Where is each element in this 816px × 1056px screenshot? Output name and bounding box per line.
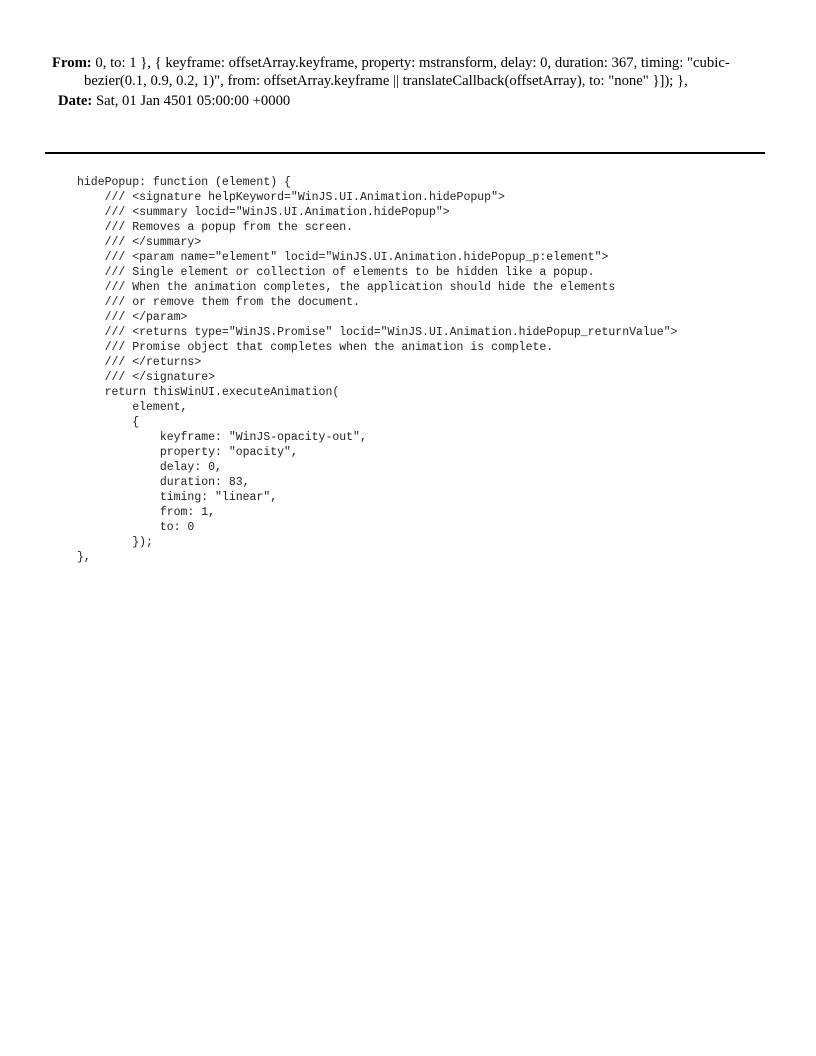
code-line: /// Removes a popup from the screen. [77, 221, 354, 234]
code-line: }); [77, 536, 153, 549]
code-line: /// Single element or collection of elements to be hidden like a popup. [77, 266, 595, 279]
code-line: /// </signature> [77, 371, 216, 384]
code-line: /// When the animation completes, the application should hide the elements [77, 281, 616, 294]
code-line: /// or remove them from the document. [77, 296, 360, 309]
code-line: from: 1, [77, 506, 216, 519]
code-line: duration: 83, [77, 476, 250, 489]
from-value: 0, to: 1 }, { keyframe: offsetArray.keyframe, property: mstransform, delay: 0, duration: 367, timing: "cubic-bezier(0.1, 0.9, 0.2, 1)", from: offsetArray.keyframe || translateCallback(offsetArray), to: "none" }]); }, [84, 55, 730, 89]
date-label: Date: [58, 93, 93, 109]
header-divider [45, 152, 765, 154]
code-line: }, [77, 551, 91, 564]
code-line: /// <summary locid="WinJS.UI.Animation.hidePopup"> [77, 206, 450, 219]
code-block [77, 175, 677, 565]
code-line: /// Promise object that completes when the animation is complete. [77, 341, 554, 354]
message-headers [52, 54, 764, 110]
code-line: /// </returns> [77, 356, 202, 369]
from-header [52, 54, 764, 90]
code-line: /// </param> [77, 311, 188, 324]
date-value: Sat, 01 Jan 4501 05:00:00 +0000 [95, 93, 291, 109]
code-line: hidePopup: function (element) { [77, 176, 291, 189]
code-line: return thisWinUI.executeAnimation( [77, 386, 340, 399]
code-line: /// </summary> [77, 236, 202, 249]
code-line: /// <signature helpKeyword="WinJS.UI.Animation.hidePopup"> [77, 191, 505, 204]
code-line: /// <returns type="WinJS.Promise" locid="WinJS.UI.Animation.hidePopup_returnValue"> [77, 326, 678, 339]
date-header [52, 92, 764, 110]
from-label: From: [52, 55, 92, 71]
code-line: { [77, 416, 140, 429]
code-line: /// <param name="element" locid="WinJS.UI.Animation.hidePopup_p:element"> [77, 251, 609, 264]
code-line: element, [77, 401, 188, 414]
code-line: to: 0 [77, 521, 195, 534]
code-line: delay: 0, [77, 461, 222, 474]
code-line: keyframe: "WinJS-opacity-out", [77, 431, 367, 444]
code-line: timing: "linear", [77, 491, 278, 504]
code-line: property: "opacity", [77, 446, 298, 459]
